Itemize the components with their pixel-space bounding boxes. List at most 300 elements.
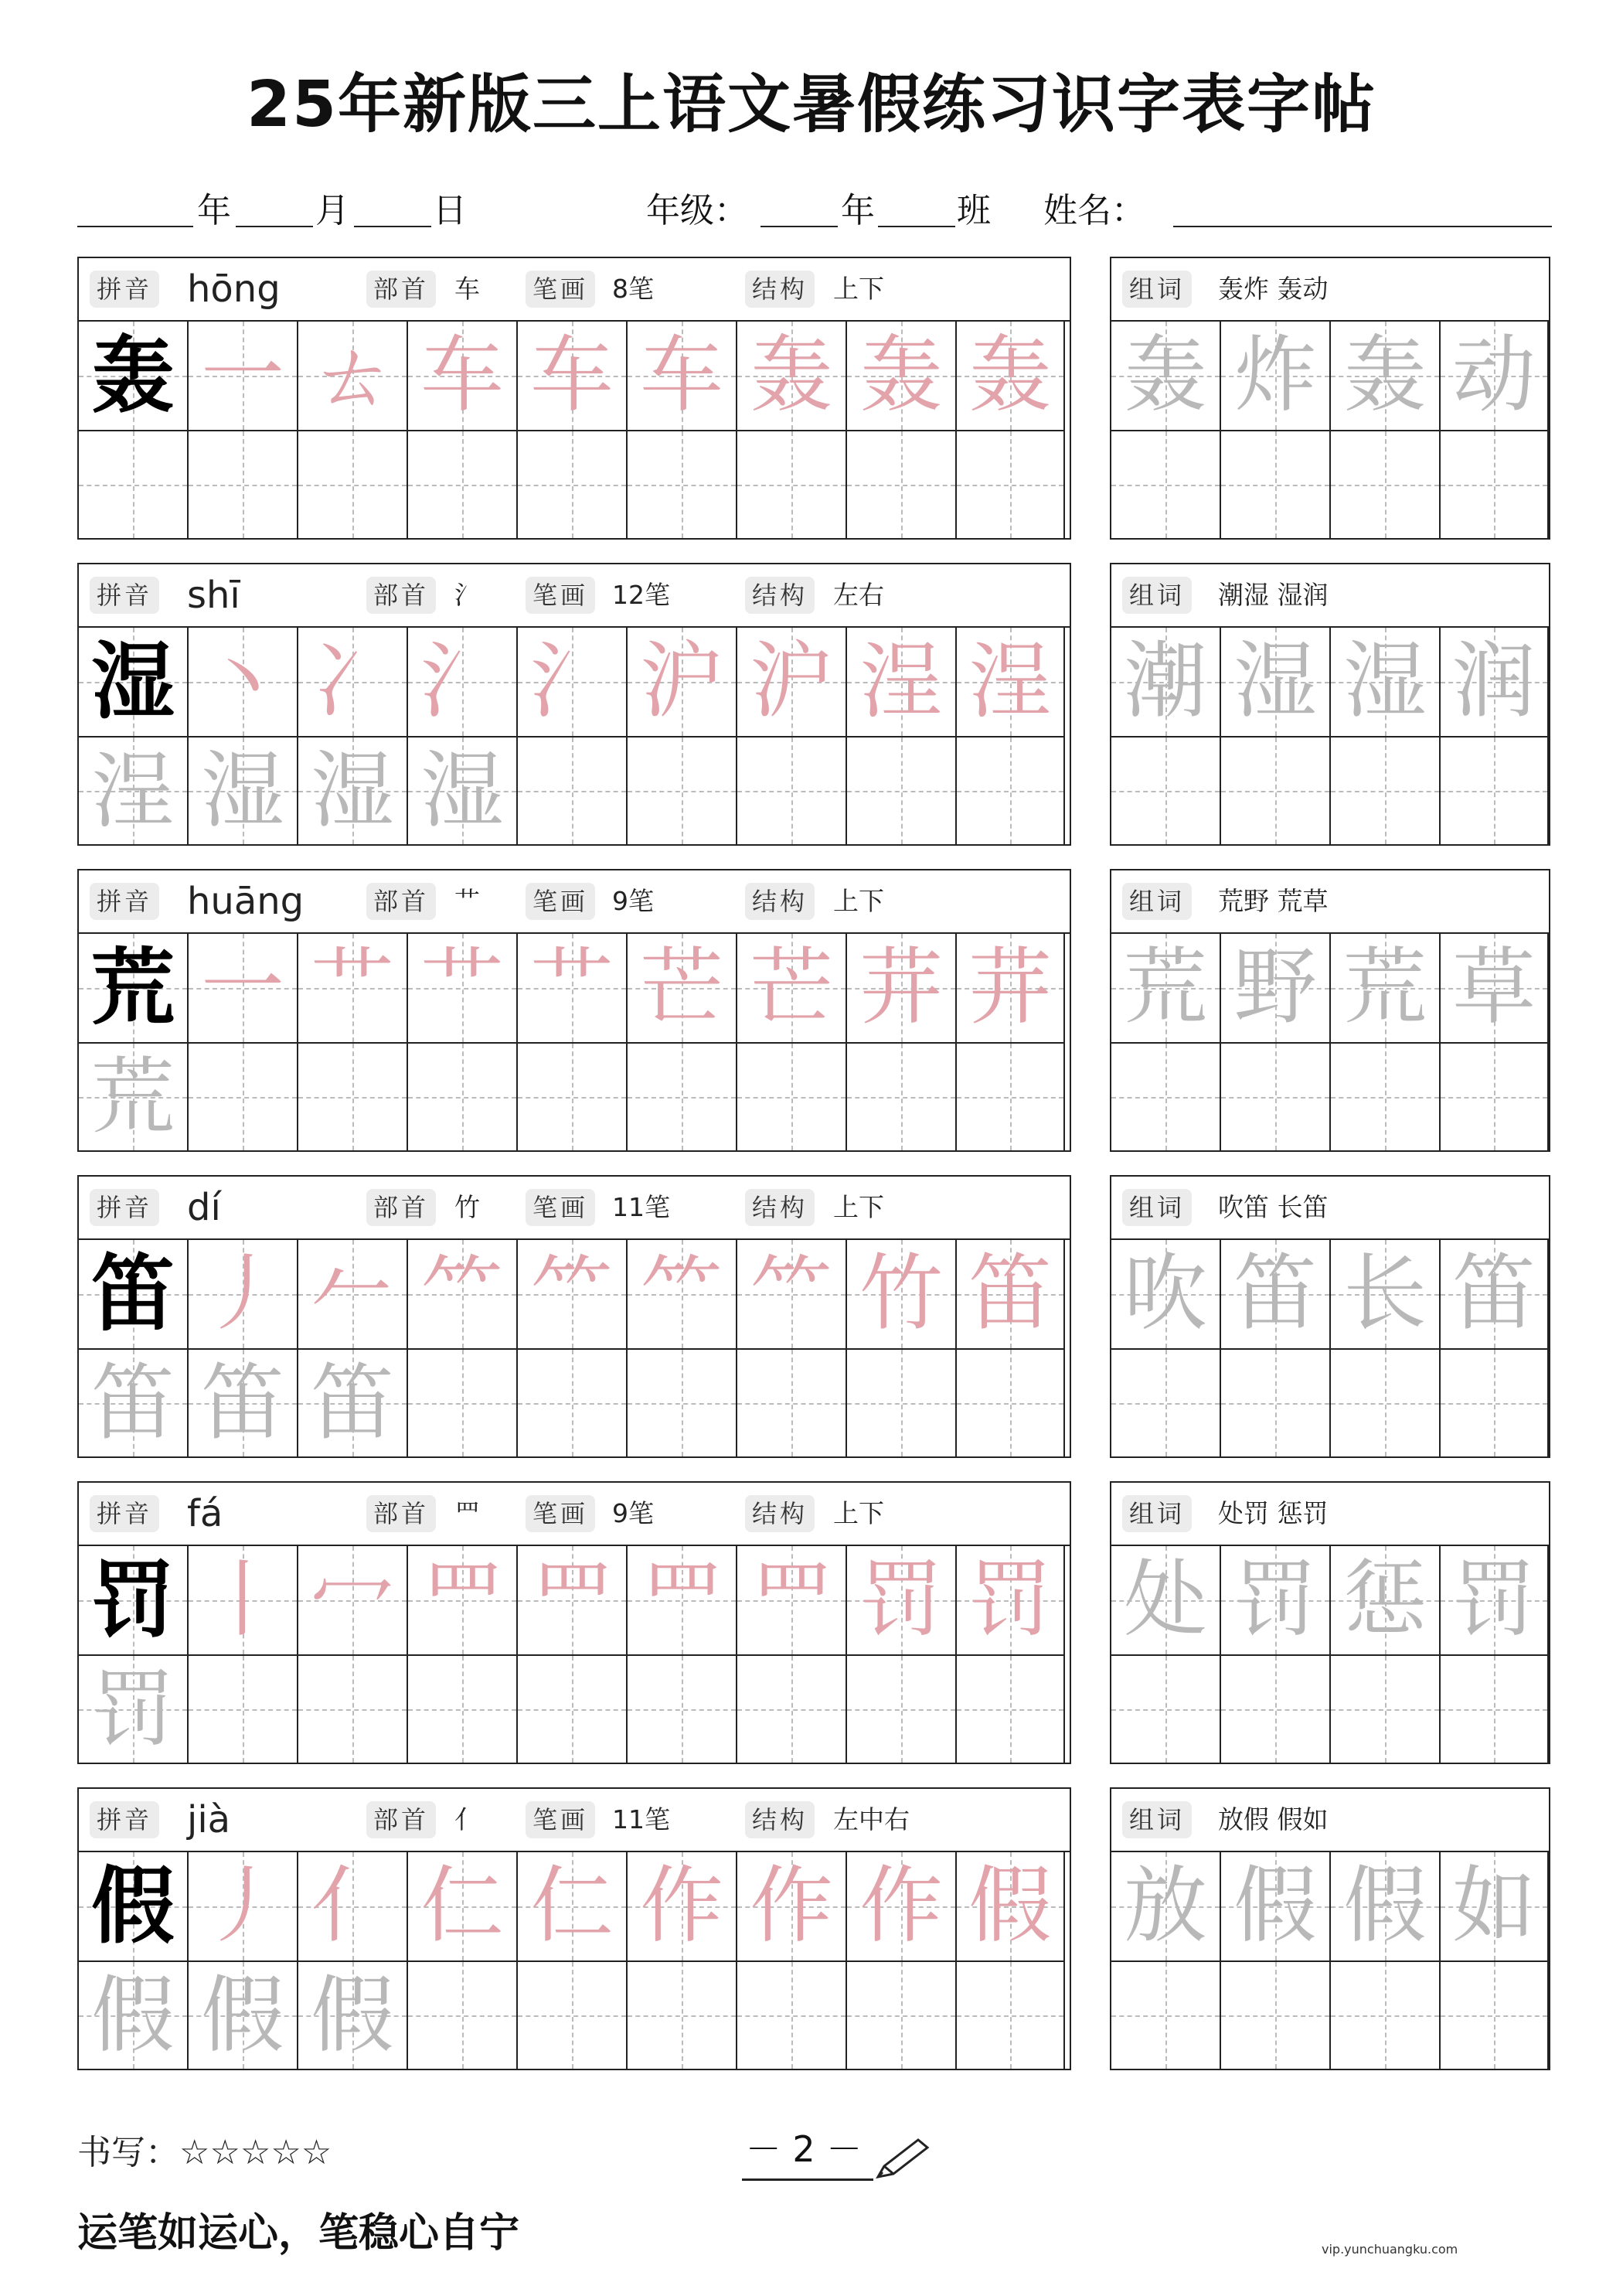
stroke-step-cell[interactable] (298, 1240, 408, 1350)
structure-tag: 结构 (745, 883, 815, 920)
stroke-step-cell[interactable] (408, 322, 518, 431)
practice-cell[interactable] (408, 1350, 518, 1458)
practice-char: 丿 (200, 1858, 284, 1954)
stroke-step-cell[interactable] (628, 628, 737, 738)
stroke-step-cell[interactable] (518, 1852, 628, 1962)
practice-cell[interactable] (298, 1962, 408, 2070)
structure-tag: 结构 (745, 1495, 815, 1532)
words-header (1111, 258, 1549, 322)
word-practice-cell[interactable] (1331, 1044, 1441, 1152)
pinyin-tag: 拼音 (90, 577, 159, 614)
strokes-tag: 笔画 (526, 271, 595, 308)
pinyin-value: shī (187, 574, 240, 617)
practice-char: 如 (1451, 1858, 1536, 1954)
word-practice-cell[interactable] (1221, 1962, 1331, 2070)
practice-cell[interactable] (847, 1044, 957, 1152)
stroke-step-cell[interactable] (298, 1546, 408, 1656)
practice-cell[interactable] (847, 1962, 957, 2070)
word-char-cell[interactable] (1111, 1240, 1221, 1350)
practice-cell[interactable] (847, 1350, 957, 1458)
practice-cell[interactable] (737, 431, 847, 540)
practice-cell[interactable] (518, 1044, 628, 1152)
practice-cell[interactable] (847, 431, 957, 540)
word-practice-block (1110, 869, 1550, 1152)
practice-char: 罒 (639, 1552, 723, 1648)
practice-char: 放 (1123, 1858, 1207, 1954)
info-header (79, 1483, 1070, 1546)
stroke-step-cell[interactable] (847, 1852, 957, 1962)
radical-value: 罒 (454, 1498, 480, 1528)
structure-value: 上下 (833, 1498, 884, 1528)
stroke-step-cell[interactable] (847, 1546, 957, 1656)
practice-cell[interactable] (298, 1044, 408, 1152)
word-char-cell[interactable] (1331, 628, 1441, 738)
practice-char: 长 (1342, 1245, 1427, 1342)
practice-cell[interactable] (408, 1044, 518, 1152)
practice-cell[interactable] (79, 738, 189, 846)
practice-cell[interactable] (79, 1044, 189, 1152)
word-char-cell[interactable] (1441, 934, 1549, 1044)
word-practice-cell[interactable] (1111, 738, 1221, 846)
practice-char: ⺮ (639, 1245, 723, 1342)
character-practice-block (77, 257, 1071, 540)
practice-char: ⺮ (529, 1245, 614, 1342)
practice-cell[interactable] (518, 1656, 628, 1764)
page-title: 25年新版三上语文暑假练习识字表字帖 (246, 68, 1377, 141)
practice-cell[interactable] (298, 1656, 408, 1764)
pinyin-value: dí (187, 1186, 221, 1229)
practice-char: 笛 (1233, 1245, 1317, 1342)
practice-char: 浧 (90, 743, 175, 840)
pinyin-value: huāng (187, 880, 305, 923)
practice-cell[interactable] (737, 738, 847, 846)
words-tag: 组词 (1122, 1495, 1192, 1532)
practice-char: 罚 (90, 1661, 175, 1758)
pinyin-tag: 拼音 (90, 271, 159, 308)
word-practice-cell[interactable] (1111, 1350, 1221, 1458)
practice-char: 车 (529, 327, 614, 424)
practice-char: 仁 (420, 1858, 504, 1954)
practice-char: 草 (1451, 939, 1536, 1036)
practice-cell[interactable] (518, 1962, 628, 2070)
practice-char: 动 (1451, 327, 1536, 424)
words-header (1111, 870, 1549, 934)
practice-char: 罚 (90, 1552, 175, 1649)
word-char-cell[interactable] (1441, 322, 1549, 431)
practice-cell[interactable] (628, 431, 737, 540)
word-practice-block (1110, 563, 1550, 846)
words-value: 荒野 荒草 (1218, 886, 1329, 916)
pinyin-tag: 拼音 (90, 1801, 159, 1838)
radical-value: 亻 (454, 1804, 480, 1834)
main-char-cell[interactable] (79, 1546, 189, 1656)
stroke-step-cell[interactable] (518, 322, 628, 431)
words-header (1111, 1177, 1549, 1240)
stroke-step-cell[interactable] (737, 1852, 847, 1962)
word-char-cell[interactable] (1221, 322, 1331, 431)
word-char-cell[interactable] (1221, 1852, 1331, 1962)
character-practice-block (77, 563, 1071, 846)
stroke-step-cell[interactable] (408, 1852, 518, 1962)
practice-char: 笛 (90, 1355, 175, 1452)
words-tag: 组词 (1122, 1801, 1192, 1838)
practice-char: 湿 (1342, 633, 1427, 730)
page-underline (742, 2178, 873, 2181)
stroke-step-cell[interactable] (298, 322, 408, 431)
practice-char: ⺮ (420, 1245, 504, 1342)
practice-char: 芒 (749, 939, 833, 1036)
practice-cell[interactable] (737, 1656, 847, 1764)
structure-tag: 结构 (745, 1189, 815, 1226)
practice-cell[interactable] (957, 1350, 1065, 1458)
word-practice-cell[interactable] (1441, 1350, 1549, 1458)
practice-cell[interactable] (737, 1962, 847, 2070)
structure-tag: 结构 (745, 271, 815, 308)
word-char-cell[interactable] (1331, 1852, 1441, 1962)
practice-cell[interactable] (518, 431, 628, 540)
stroke-step-cell[interactable] (518, 1240, 628, 1350)
practice-char: 润 (1451, 633, 1536, 730)
name-label: 姓名： (1043, 191, 1145, 230)
word-char-cell[interactable] (1331, 1240, 1441, 1350)
grade-blank[interactable] (760, 226, 838, 227)
word-char-cell[interactable] (1441, 628, 1549, 738)
stroke-step-cell[interactable] (737, 1546, 847, 1656)
practice-cell[interactable] (189, 1656, 298, 1764)
word-practice-cell[interactable] (1111, 1656, 1221, 1764)
practice-cell[interactable] (408, 738, 518, 846)
practice-cell[interactable] (957, 1044, 1065, 1152)
word-practice-cell[interactable] (1111, 1044, 1221, 1152)
practice-cell[interactable] (79, 431, 189, 540)
practice-char: 轰 (90, 327, 175, 424)
pinyin-tag: 拼音 (90, 1495, 159, 1532)
practice-char: 罚 (859, 1552, 943, 1648)
practice-char: 艹 (420, 939, 504, 1036)
day-label: 日 (433, 191, 467, 230)
words-value: 吹笛 长笛 (1218, 1192, 1329, 1222)
words-tag: 组词 (1122, 1189, 1192, 1226)
word-char-cell[interactable] (1111, 934, 1221, 1044)
word-char-cell[interactable] (1331, 322, 1441, 431)
practice-char: 一 (200, 939, 284, 1036)
practice-cell[interactable] (298, 1350, 408, 1458)
character-practice-block (77, 1787, 1071, 2070)
word-practice-cell[interactable] (1221, 431, 1331, 540)
word-practice-cell[interactable] (1331, 1656, 1441, 1764)
practice-char: 沪 (639, 633, 723, 730)
practice-char: 处 (1123, 1552, 1207, 1648)
stroke-step-cell[interactable] (408, 934, 518, 1044)
strokes-tag: 笔画 (526, 1495, 595, 1532)
word-practice-block (1110, 257, 1550, 540)
practice-char: 湿 (420, 743, 504, 840)
radical-tag: 部首 (366, 577, 436, 614)
stroke-step-cell[interactable] (408, 1546, 518, 1656)
strokes-tag: 笔画 (526, 883, 595, 920)
main-char-cell[interactable] (79, 628, 189, 738)
stroke-step-cell[interactable] (957, 322, 1065, 431)
stroke-step-cell[interactable] (957, 1852, 1065, 1962)
practice-char: 湿 (200, 743, 284, 840)
radical-value: 竹 (454, 1192, 480, 1222)
word-practice-cell[interactable] (1441, 1962, 1549, 2070)
main-char-cell[interactable] (79, 322, 189, 431)
structure-value: 左右 (833, 580, 884, 610)
practice-char: 芒 (639, 939, 723, 1036)
radical-value: 车 (454, 274, 480, 304)
structure-tag: 结构 (745, 577, 815, 614)
practice-char: 假 (200, 1967, 284, 2064)
radical-tag: 部首 (366, 271, 436, 308)
practice-char: 湿 (310, 743, 394, 840)
word-practice-cell[interactable] (1111, 1962, 1221, 2070)
practice-cell[interactable] (957, 431, 1065, 540)
word-char-cell[interactable] (1111, 322, 1221, 431)
stroke-step-cell[interactable] (518, 1546, 628, 1656)
stroke-step-cell[interactable] (957, 1240, 1065, 1350)
practice-cell[interactable] (628, 1962, 737, 2070)
month-label: 月 (315, 191, 349, 230)
practice-cell[interactable] (518, 1350, 628, 1458)
practice-cell[interactable] (737, 1044, 847, 1152)
word-practice-cell[interactable] (1441, 1656, 1549, 1764)
practice-char: 艹 (529, 939, 614, 1036)
practice-cell[interactable] (628, 1656, 737, 1764)
strokes-tag: 笔画 (526, 1189, 595, 1226)
practice-char: 浧 (859, 633, 943, 730)
practice-cell[interactable] (79, 1350, 189, 1458)
words-header (1111, 1789, 1549, 1852)
practice-cell[interactable] (79, 1962, 189, 2070)
radical-tag: 部首 (366, 1189, 436, 1226)
practice-cell[interactable] (847, 738, 957, 846)
practice-char: 笛 (1451, 1245, 1536, 1342)
word-char-cell[interactable] (1111, 1546, 1221, 1656)
info-line (77, 182, 1553, 237)
practice-cell[interactable] (189, 1044, 298, 1152)
practice-cell[interactable] (189, 431, 298, 540)
practice-cell[interactable] (189, 1350, 298, 1458)
practice-cell[interactable] (298, 738, 408, 846)
stroke-step-cell[interactable] (189, 1852, 298, 1962)
practice-char: 假 (90, 1967, 175, 2064)
practice-char: 轰 (1123, 327, 1207, 424)
structure-tag: 结构 (745, 1801, 815, 1838)
practice-cell[interactable] (518, 738, 628, 846)
stroke-step-cell[interactable] (957, 628, 1065, 738)
practice-cell[interactable] (737, 1350, 847, 1458)
practice-cell[interactable] (628, 738, 737, 846)
stroke-step-cell[interactable] (737, 628, 847, 738)
radical-value: 艹 (454, 886, 480, 916)
stroke-step-cell[interactable] (298, 1852, 408, 1962)
radical-tag: 部首 (366, 883, 436, 920)
name-blank[interactable] (1173, 226, 1552, 227)
word-char-cell[interactable] (1221, 934, 1331, 1044)
year-blank[interactable] (77, 226, 193, 227)
word-practice-cell[interactable] (1331, 1350, 1441, 1458)
radical-tag: 部首 (366, 1801, 436, 1838)
stroke-step-cell[interactable] (189, 628, 298, 738)
stroke-step-cell[interactable] (628, 1240, 737, 1350)
practice-char: 茾 (859, 939, 943, 1036)
stroke-step-cell[interactable] (189, 322, 298, 431)
words-value: 轰炸 轰动 (1218, 274, 1329, 304)
word-char-cell[interactable] (1221, 628, 1331, 738)
word-char-cell[interactable] (1221, 1546, 1331, 1656)
stroke-step-cell[interactable] (847, 628, 957, 738)
practice-cell[interactable] (957, 738, 1065, 846)
practice-cell[interactable] (189, 738, 298, 846)
strokes-value: 12笔 (612, 580, 670, 610)
practice-char: 氵 (420, 633, 504, 730)
practice-char: 罚 (1451, 1552, 1536, 1648)
info-header (79, 870, 1070, 934)
practice-char: 假 (310, 1967, 394, 2064)
pinyin-value: fá (187, 1492, 223, 1535)
stroke-step-cell[interactable] (189, 934, 298, 1044)
word-practice-cell[interactable] (1331, 738, 1441, 846)
practice-char: 吹 (1123, 1245, 1207, 1342)
words-header (1111, 1483, 1549, 1546)
stroke-step-cell[interactable] (957, 1546, 1065, 1656)
word-practice-cell[interactable] (1221, 1044, 1331, 1152)
practice-cell[interactable] (957, 1962, 1065, 2070)
practice-char: 假 (1233, 1858, 1317, 1954)
pinyin-tag: 拼音 (90, 883, 159, 920)
word-practice-cell[interactable] (1111, 431, 1221, 540)
word-practice-cell[interactable] (1221, 738, 1331, 846)
site-url: vip.yunchuangku.com (1322, 2242, 1458, 2257)
pinyin-tag: 拼音 (90, 1189, 159, 1226)
stroke-step-cell[interactable] (737, 322, 847, 431)
strokes-value: 8笔 (612, 274, 654, 304)
words-value: 放假 假如 (1218, 1804, 1329, 1834)
practice-char: 亻 (310, 1858, 394, 1954)
stroke-step-cell[interactable] (408, 1240, 518, 1350)
practice-cell[interactable] (957, 1656, 1065, 1764)
word-char-cell[interactable] (1111, 628, 1221, 738)
practice-char: 假 (1342, 1858, 1427, 1954)
word-char-cell[interactable] (1441, 1852, 1549, 1962)
strokes-tag: 笔画 (526, 1801, 595, 1838)
practice-char: 沪 (749, 633, 833, 730)
stroke-step-cell[interactable] (189, 1240, 298, 1350)
strokes-value: 11笔 (612, 1192, 670, 1222)
rating-stars: 书写：☆☆☆☆☆ (77, 2133, 332, 2172)
word-practice-cell[interactable] (1441, 738, 1549, 846)
main-char-cell[interactable] (79, 934, 189, 1044)
practice-char: 轰 (859, 327, 943, 424)
practice-char: 冫 (310, 633, 394, 730)
info-header (79, 258, 1070, 322)
practice-char: 湿 (1233, 633, 1317, 730)
stroke-step-cell[interactable] (518, 934, 628, 1044)
day-blank[interactable] (354, 226, 431, 227)
practice-char: 丨 (200, 1552, 284, 1648)
word-char-cell[interactable] (1441, 1546, 1549, 1656)
word-practice-cell[interactable] (1331, 1962, 1441, 2070)
word-practice-cell[interactable] (1221, 1656, 1331, 1764)
practice-cell[interactable] (189, 1962, 298, 2070)
word-practice-block (1110, 1787, 1550, 2070)
practice-cell[interactable] (628, 1044, 737, 1152)
practice-cell[interactable] (847, 1656, 957, 1764)
word-char-cell[interactable] (1221, 1240, 1331, 1350)
stroke-step-cell[interactable] (628, 322, 737, 431)
stroke-step-cell[interactable] (737, 1240, 847, 1350)
practice-cell[interactable] (298, 431, 408, 540)
practice-char: 车 (639, 327, 723, 424)
class-blank[interactable] (878, 226, 955, 227)
stroke-step-cell[interactable] (847, 1240, 957, 1350)
practice-char: 轰 (1342, 327, 1427, 424)
stroke-step-cell[interactable] (847, 934, 957, 1044)
stroke-step-cell[interactable] (957, 934, 1065, 1044)
info-header (79, 1789, 1070, 1852)
pinyin-value: jià (187, 1798, 231, 1841)
motto: 运笔如运心，笔稳心自宁 (77, 2210, 520, 2257)
practice-char: 笛 (310, 1355, 394, 1452)
strokes-value: 9笔 (612, 1498, 654, 1528)
main-char-cell[interactable] (79, 1852, 189, 1962)
stroke-step-cell[interactable] (298, 934, 408, 1044)
stroke-step-cell[interactable] (628, 1546, 737, 1656)
stroke-step-cell[interactable] (628, 1852, 737, 1962)
year-label: 年 (197, 191, 231, 230)
stroke-step-cell[interactable] (847, 322, 957, 431)
practice-char: 丶 (200, 633, 284, 730)
stroke-step-cell[interactable] (737, 934, 847, 1044)
main-char-cell[interactable] (79, 1240, 189, 1350)
stroke-step-cell[interactable] (408, 628, 518, 738)
stroke-step-cell[interactable] (628, 934, 737, 1044)
word-char-cell[interactable] (1331, 1546, 1441, 1656)
practice-cell[interactable] (408, 431, 518, 540)
word-practice-cell[interactable] (1441, 1044, 1549, 1152)
stroke-step-cell[interactable] (298, 628, 408, 738)
practice-char: ㄊ (310, 327, 394, 424)
pinyin-value: hōng (187, 267, 281, 311)
word-practice-cell[interactable] (1441, 431, 1549, 540)
words-value: 潮湿 湿润 (1218, 580, 1329, 610)
radical-value: 氵 (454, 580, 480, 610)
word-practice-cell[interactable] (1221, 1350, 1331, 1458)
words-tag: 组词 (1122, 883, 1192, 920)
strokes-value: 9笔 (612, 886, 654, 916)
word-char-cell[interactable] (1331, 934, 1441, 1044)
word-char-cell[interactable] (1111, 1852, 1221, 1962)
stroke-step-cell[interactable] (518, 628, 628, 738)
practice-cell[interactable] (628, 1350, 737, 1458)
practice-char: 惩 (1342, 1552, 1427, 1648)
radical-tag: 部首 (366, 1495, 436, 1532)
word-char-cell[interactable] (1441, 1240, 1549, 1350)
stroke-step-cell[interactable] (189, 1546, 298, 1656)
word-practice-cell[interactable] (1331, 431, 1441, 540)
practice-cell[interactable] (408, 1656, 518, 1764)
practice-char: 仁 (529, 1858, 614, 1954)
practice-char: 罒 (529, 1552, 614, 1648)
grade-unit-label: 年 (841, 191, 875, 230)
month-blank[interactable] (236, 226, 313, 227)
practice-char: 假 (90, 1858, 175, 1955)
practice-cell[interactable] (408, 1962, 518, 2070)
practice-cell[interactable] (79, 1656, 189, 1764)
practice-char: 艹 (310, 939, 394, 1036)
practice-char: 假 (968, 1858, 1052, 1954)
